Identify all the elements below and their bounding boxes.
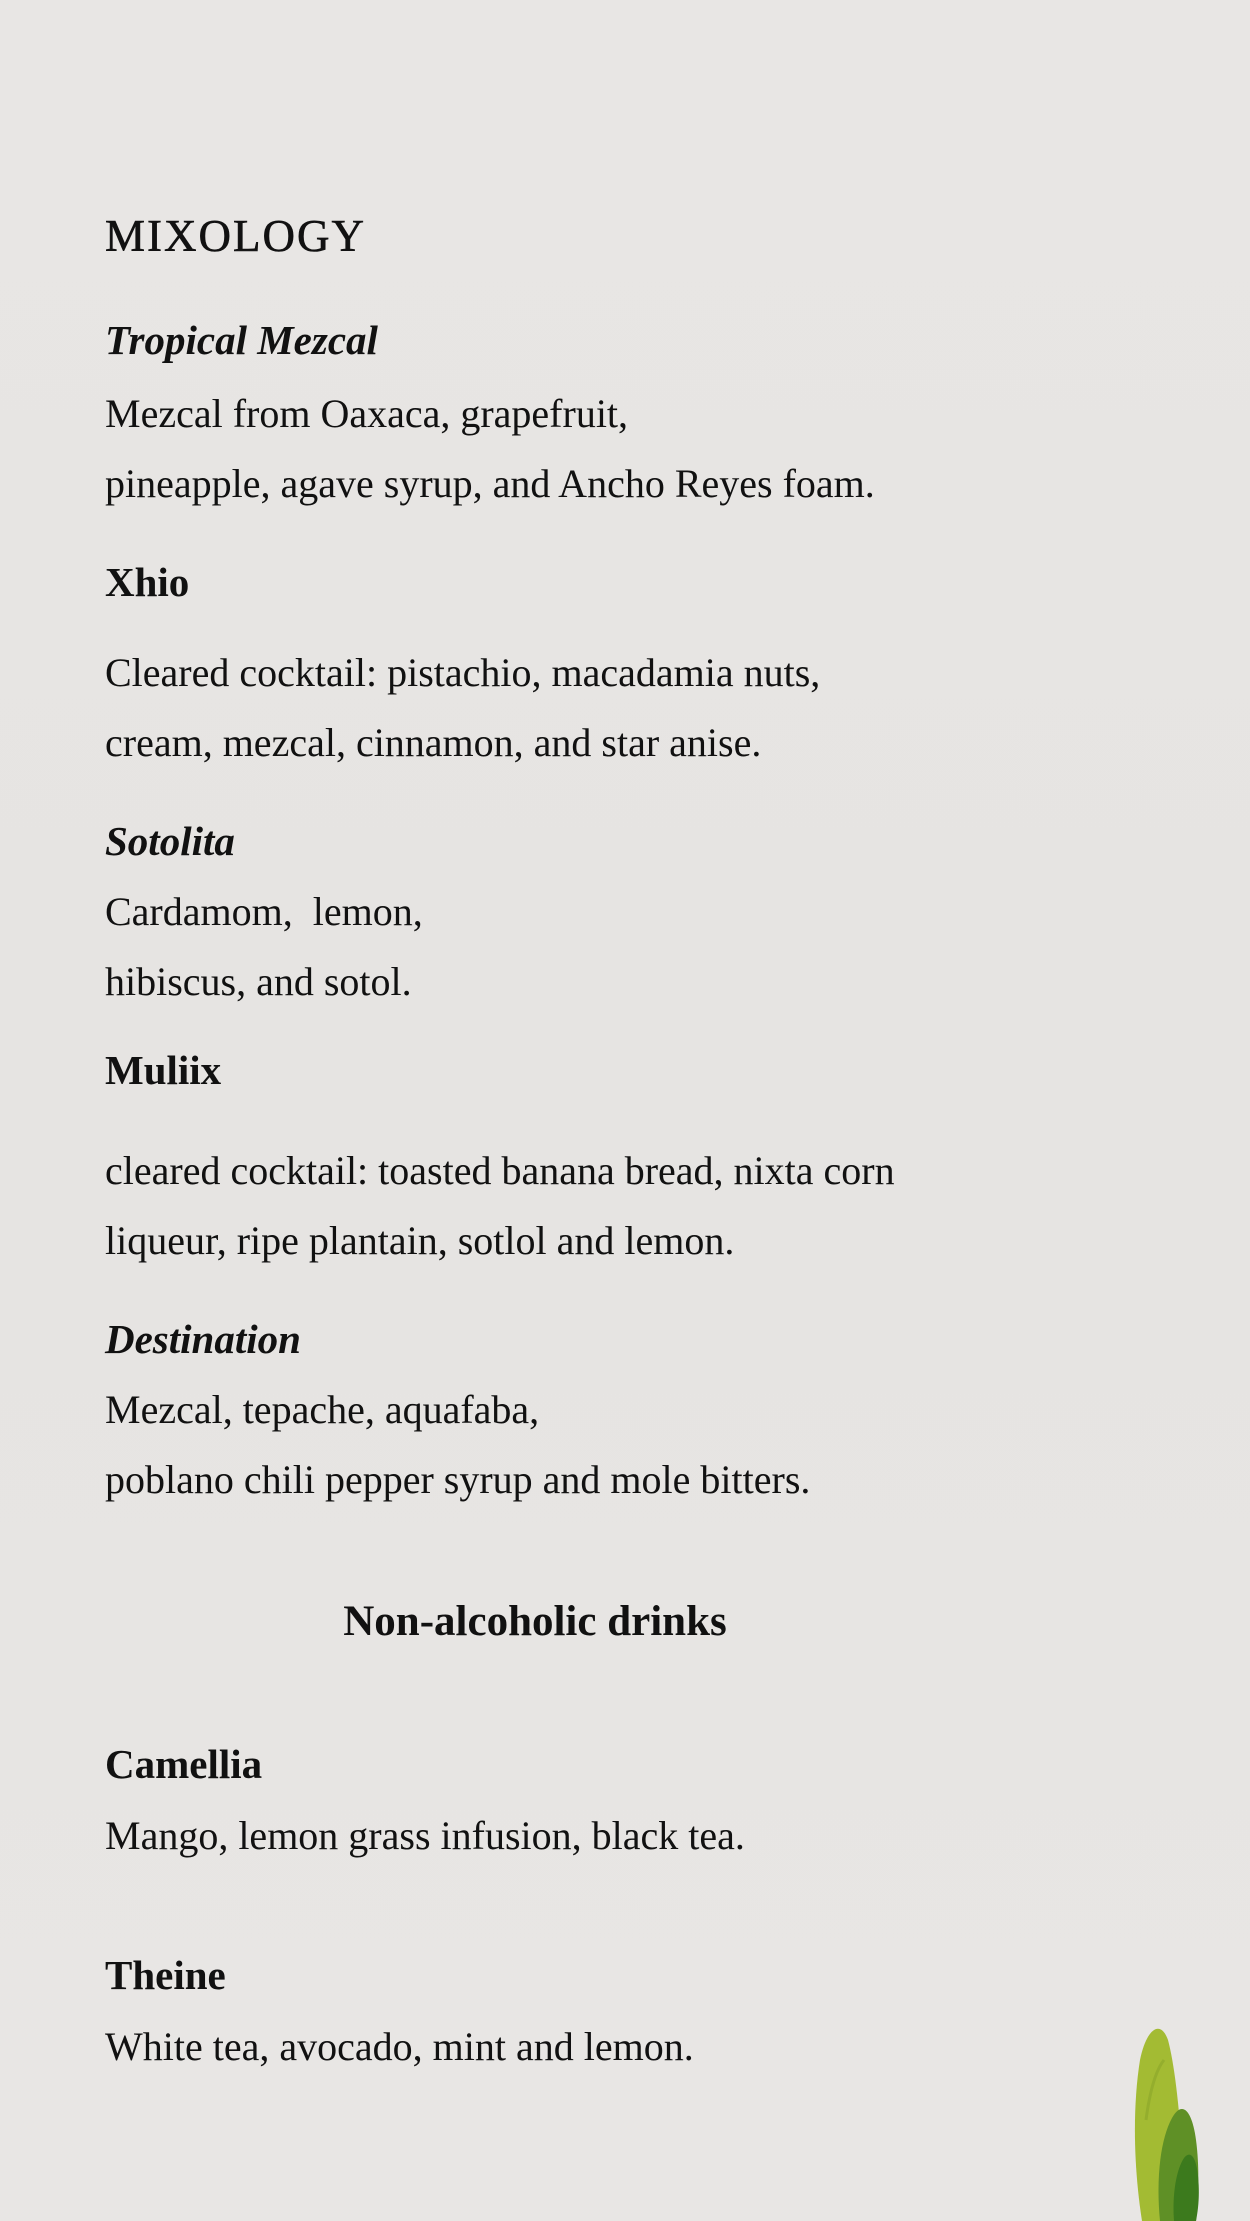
section-title-non-alcoholic: Non-alcoholic drinks [343, 1598, 727, 1645]
cocktail-description-line: pineapple, agave syrup, and Ancho Reyes foam. [105, 461, 875, 506]
drink-description-line: White tea, avocado, mint and lemon. [105, 2024, 694, 2069]
menu-title: MIXOLOGY [105, 211, 366, 261]
drink-name-camellia: Camellia [105, 1741, 263, 1787]
cocktail-description-line: cream, mezcal, cinnamon, and star anise. [105, 720, 762, 765]
cocktail-name-destination: Destination [105, 1316, 301, 1362]
cocktail-description-line: liqueur, ripe plantain, sotlol and lemon. [105, 1218, 735, 1263]
cocktail-description-line: Cardamom, lemon, [105, 889, 423, 934]
leaf-icon [1090, 2000, 1250, 2221]
cocktail-name-sotolita: Sotolita [105, 818, 235, 864]
cocktail-description-line: hibiscus, and sotol. [105, 959, 412, 1004]
cocktail-name-tropical-mezcal: Tropical Mezcal [105, 317, 378, 363]
cocktail-description-line: cleared cocktail: toasted banana bread, nixta corn [105, 1148, 895, 1193]
cocktail-description-line: Mezcal from Oaxaca, grapefruit, [105, 391, 629, 436]
drink-name-theine: Theine [105, 1952, 226, 1998]
cocktail-name-xhio: Xhio [105, 559, 190, 605]
cocktail-description-line: Mezcal, tepache, aquafaba, [105, 1387, 540, 1432]
cocktail-description-line: poblano chili pepper syrup and mole bitters. [105, 1457, 811, 1502]
cocktail-name-muliix: Muliix [105, 1047, 222, 1093]
cocktail-description-line: Cleared cocktail: pistachio, macadamia nuts, [105, 650, 821, 695]
drink-description-line: Mango, lemon grass infusion, black tea. [105, 1813, 745, 1858]
